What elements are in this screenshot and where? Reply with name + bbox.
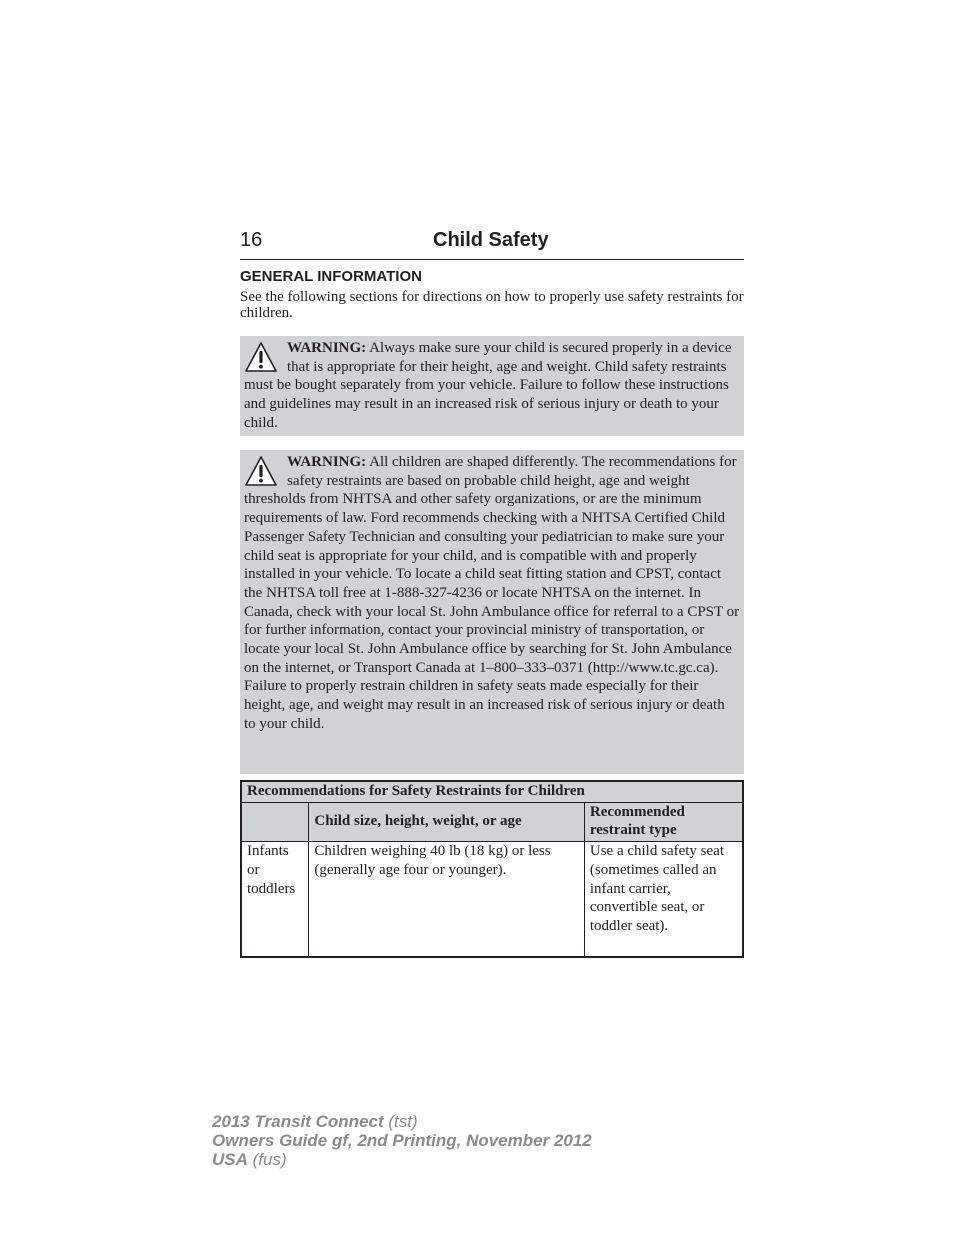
warning-text: Always make sure your child is secured properly in a device that is appropriate for their height, age and weight. Child safety restraints must be bought separately from your vehicle. Failure to follow these instructions and guidelines may result in an increased risk of serious injury or death to your child.	[244, 340, 732, 431]
table-header-cell	[241, 802, 309, 841]
table-header-cell: Child size, height, weight, or age	[309, 802, 584, 841]
page-header	[240, 229, 744, 260]
table-caption: Recommendations for Safety Restraints for Children	[241, 781, 743, 802]
table-header-row	[241, 802, 743, 841]
footer-line-2: Owners Guide gf, 2nd Printing, November 2012	[212, 1131, 592, 1150]
page-number: 16	[240, 229, 263, 251]
footer-line-3	[212, 1150, 592, 1169]
section-heading: GENERAL INFORMATION	[240, 268, 422, 285]
warning-triangle-icon	[244, 341, 278, 374]
footer-market-code: (fus)	[252, 1150, 287, 1169]
footer-model: 2013 Transit Connect	[212, 1112, 384, 1131]
intro-paragraph: See the following sections for directions on how to properly use safety restraints for children.	[240, 289, 744, 321]
footer-model-code: (tst)	[388, 1112, 418, 1131]
table-caption-row	[241, 781, 743, 802]
chapter-title: Child Safety	[433, 229, 549, 251]
table-cell: Use a child safety seat (sometimes called an infant carrier, convertible seat, or toddler seat).	[584, 842, 743, 958]
restraints-table	[240, 780, 744, 958]
footer-line-1	[212, 1112, 592, 1131]
warning-box-2	[240, 450, 744, 774]
table-header-cell: Recommended restraint type	[584, 802, 743, 841]
warning-label: WARNING:	[287, 454, 367, 470]
warning-triangle-icon	[244, 455, 278, 488]
warning-box-1	[240, 336, 744, 436]
table-cell: Infants or toddlers	[241, 842, 309, 958]
table-cell: Children weighing 40 lb (18 kg) or less (generally age four or younger).	[309, 842, 584, 958]
footer-market: USA	[212, 1150, 248, 1169]
warning-label: WARNING:	[287, 340, 367, 356]
table-row	[241, 842, 743, 958]
footer	[212, 1112, 592, 1169]
warning-text: All children are shaped differently. The recommendations for safety restraints are based on probable child height, age and weight thresholds from NHTSA and other safety organizations, or are the minimum requirements of law. Ford recommends checking with a NHTSA Certified Child Passenger Safety Technician and consulting your pediatrician to make sure your child seat is appropriate for your child, and is compatible with and properly installed in your vehicle. To locate a child seat fitting station and CPST, contact the NHTSA toll free at 1-888-327-4236 or locate NHTSA on the internet. In Canada, check with your local St. John Ambulance office for referral to a CPST or for further information, contact your provincial ministry of transportation, or locate your local St. John Ambulance office by searching for St. John Ambulance on the internet, or Transport Canada at 1–800–333–0371 (http://www.tc.gc.ca). Failure to properly restrain children in safety seats made especially for their height, age, and weight may result in an increased risk of serious injury or death to your child.	[244, 454, 740, 732]
